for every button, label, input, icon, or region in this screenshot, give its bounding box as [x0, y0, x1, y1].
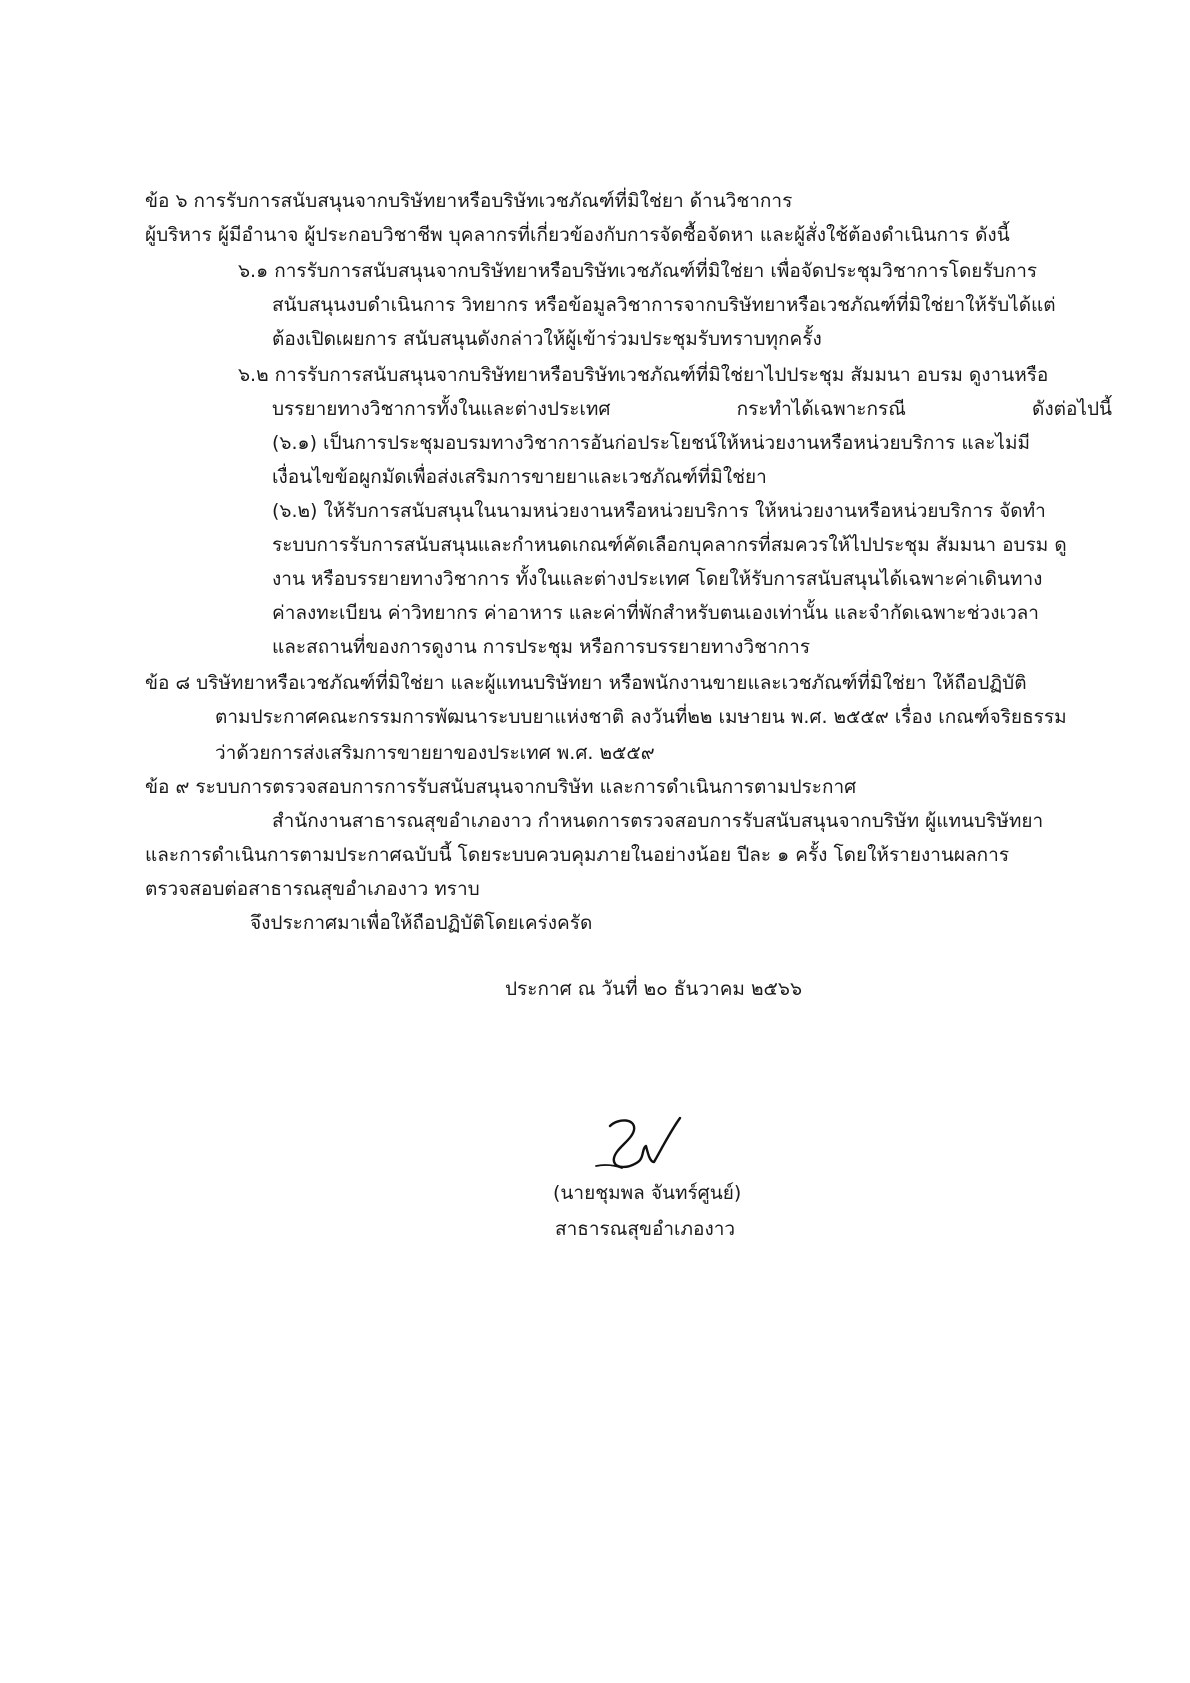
section-9-body-line-3: ตรวจสอบต่อสาธารณสุขอำเภองาว ทราบ: [145, 878, 480, 900]
section-8-line-3: ว่าด้วยการส่งเสริมการขายยาของประเทศ พ.ศ. ๒๕๕๙: [215, 742, 655, 764]
item-6-1-line-2: สนับสนุนงบดำเนินการ วิทยากร หรือข้อมูลวิชาการจากบริษัทยาหรือเวชภัณฑ์ที่มิใช่ยาให้รับได้แต่: [272, 294, 1056, 316]
section-9-body-line-1: สำนักงานสาธารณสุขอำเภองาว กำหนดการตรวจสอบการรับสนับสนุนจากบริษัท ผู้แทนบริษัทยา: [272, 810, 1044, 832]
item-6-2-line-4: เงื่อนไขข้อผูกมัดเพื่อส่งเสริมการขายยาและเวชภัณฑ์ที่มิใช่ยา: [272, 466, 767, 488]
item-6-1-line-3: ต้องเปิดเผยการ สนับสนุนดังกล่าวให้ผู้เข้าร่วมประชุมรับทราบทุกครั้ง: [272, 328, 822, 350]
item-6-2-line-3: (๖.๑) เป็นการประชุมอบรมทางวิชาการอันก่อประโยชน์ให้หน่วยงานหรือหน่วยบริการ และไม่มี: [272, 432, 1031, 454]
closing-statement: จึงประกาศมาเพื่อให้ถือปฏิบัติโดยเคร่งครัด: [250, 912, 593, 934]
item-6-2-line-5: (๖.๒) ให้รับการสนับสนุนในนามหน่วยงานหรือหน่วยบริการ ให้หน่วยงานหรือหน่วยบริการ จัดทำ: [272, 500, 1046, 522]
item-6-2-line-2: บรรยายทางวิชาการทั้งในและต่างประเทศ กระทำได้เฉพาะกรณี ดังต่อไปนี้: [272, 398, 1112, 420]
item-6-2-line-7: งาน หรือบรรยายทางวิชาการ ทั้งในและต่างประเทศ โดยให้รับการสนับสนุนได้เฉพาะค่าเดินทาง: [272, 568, 1043, 590]
announcement-date: ประกาศ ณ วันที่ ๒๐ ธันวาคม ๒๕๖๖: [505, 978, 803, 1000]
section-9-heading: ข้อ ๙ ระบบการตรวจสอบการการรับสนับสนุนจากบริษัท และการดำเนินการตามประกาศ: [145, 776, 857, 798]
item-6-2-line-6: ระบบการรับการสนับสนุนและกำหนดเกณฑ์คัดเลือกบุคลากรที่สมควรให้ไปประชุม สัมมนา อบรม ดู: [272, 534, 1067, 556]
signature-image: [588, 1108, 698, 1178]
signer-position: สาธารณสุขอำเภองาว: [555, 1218, 736, 1240]
item-6-2-line-9: และสถานที่ของการดูงาน การประชุม หรือการบรรยายทางวิชาการ: [272, 636, 811, 658]
item-6-2-line-1: ๖.๒ การรับการสนับสนุนจากบริษัทยาหรือบริษัทเวชภัณฑ์ที่มิใช่ยาไปประชุม สัมมนา อบรม ดูงานหรือ: [238, 364, 1049, 386]
section-9-body-line-2: และการดำเนินการตามประกาศฉบับนี้ โดยระบบควบคุมภายในอย่างน้อย ปีละ ๑ ครั้ง โดยให้รายงานผลการ: [145, 844, 1010, 866]
signer-name: (นายชุมพล จันทร์ศูนย์): [553, 1182, 742, 1204]
section-8-line-1: ข้อ ๘ บริษัทยาหรือเวชภัณฑ์ที่มิใช่ยา และผู้แทนบริษัทยา หรือพนักงานขายและเวชภัณฑ์ที่มิใช่ยา ให้ถือปฏิบัติ: [145, 672, 1027, 694]
item-6-2-line-8: ค่าลงทะเบียน ค่าวิทยากร ค่าอาหาร และค่าที่พักสำหรับตนเองเท่านั้น และจำกัดเฉพาะช่วงเวลา: [272, 602, 1039, 624]
section-6-heading: ข้อ ๖ การรับการสนับสนุนจากบริษัทยาหรือบริษัทเวชภัณฑ์ที่มิใช่ยา ด้านวิชาการ: [145, 190, 793, 212]
item-6-1-line-1: ๖.๑ การรับการสนับสนุนจากบริษัทยาหรือบริษัทเวชภัณฑ์ที่มิใช่ยา เพื่อจัดประชุมวิชาการโดยรับการ: [238, 260, 1038, 282]
section-6-intro: ผู้บริหาร ผู้มีอำนาจ ผู้ประกอบวิชาชีพ บุคลากรที่เกี่ยวข้องกับการจัดซื้อจัดหา และผู้สั่งใช้ต้องดำเนินการ ดังนี้: [145, 224, 1010, 246]
section-8-line-2: ตามประกาศคณะกรรมการพัฒนาระบบยาแห่งชาติ ลงวันที่๒๒ เมษายน พ.ศ. ๒๕๕๙ เรื่อง เกณฑ์จริยธรรม: [215, 706, 1067, 728]
